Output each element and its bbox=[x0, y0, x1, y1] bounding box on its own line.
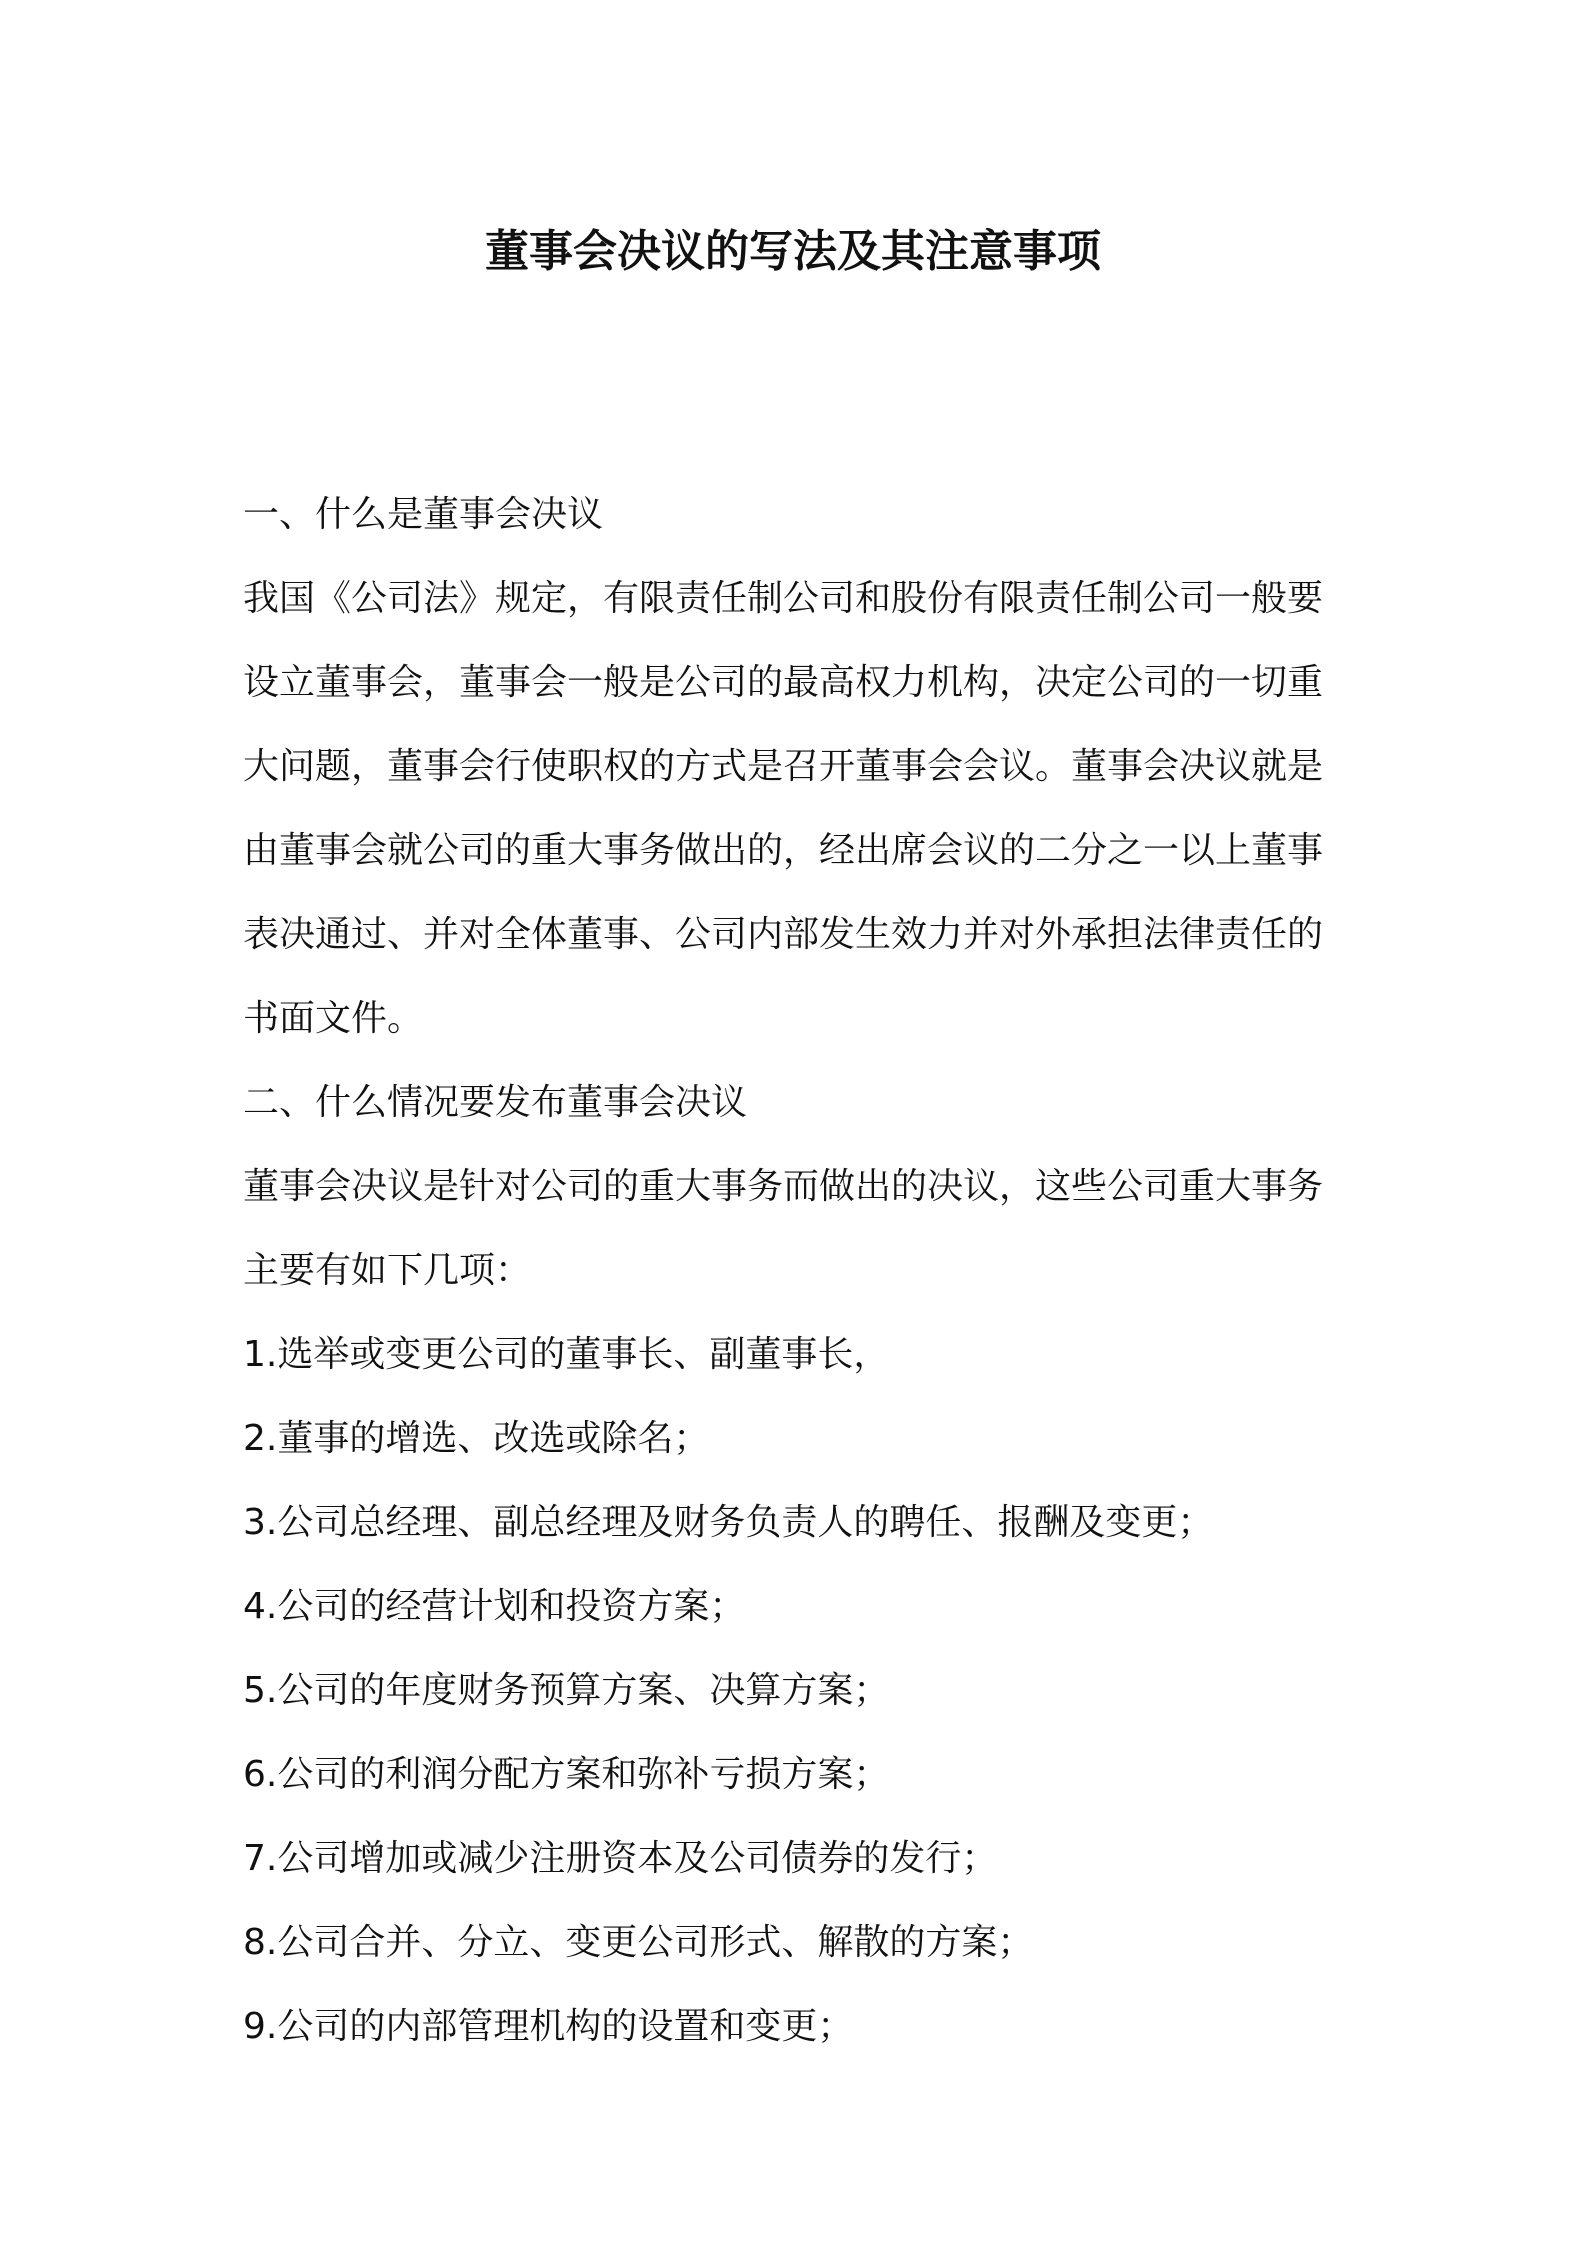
section2-intro bbox=[243, 1145, 1353, 1313]
section1-paragraph bbox=[243, 557, 1353, 1061]
list-item: 9.公司的内部管理机构的设置和变更； bbox=[243, 2006, 854, 2047]
list-item: 6.公司的利润分配方案和弥补亏损方案； bbox=[243, 1754, 890, 1795]
section-heading-1: 一、什么是董事会决议 bbox=[243, 494, 604, 535]
document-title: 董事会决议的写法及其注意事项 bbox=[485, 226, 1101, 277]
paragraph-line: 设立董事会，董事会一般是公司的最高权力机构，决定公司的一切重 bbox=[243, 662, 1324, 703]
list-item: 3.公司总经理、副总经理及财务负责人的聘任、报酬及变更； bbox=[243, 1502, 1214, 1543]
document-body bbox=[243, 473, 1353, 2069]
list-item: 2.董事的增选、改选或除名； bbox=[243, 1418, 710, 1459]
paragraph-line: 由董事会就公司的重大事务做出的，经出席会议的二分之一以上董事 bbox=[243, 830, 1324, 871]
paragraph-line: 表决通过、并对全体董事、公司内部发生效力并对外承担法律责任的 bbox=[243, 914, 1324, 955]
paragraph-line: 董事会决议是针对公司的重大事务而做出的决议，这些公司重大事务 bbox=[243, 1166, 1324, 1207]
section2-list bbox=[243, 1313, 1353, 2069]
paragraph-line: 我国《公司法》规定，有限责任制公司和股份有限责任制公司一般要 bbox=[243, 578, 1324, 619]
list-item: 5.公司的年度财务预算方案、决算方案； bbox=[243, 1670, 890, 1711]
paragraph-line: 大问题，董事会行使职权的方式是召开董事会会议。董事会决议就是 bbox=[243, 746, 1324, 787]
paragraph-line: 书面文件。 bbox=[243, 998, 424, 1039]
section-heading-2: 二、什么情况要发布董事会决议 bbox=[243, 1082, 748, 1123]
list-item: 8.公司合并、分立、变更公司形式、解散的方案； bbox=[243, 1922, 1034, 1963]
list-item: 4.公司的经营计划和投资方案； bbox=[243, 1586, 746, 1627]
paragraph-line: 主要有如下几项： bbox=[243, 1250, 532, 1291]
list-item: 1.选举或变更公司的董事长、副董事长， bbox=[243, 1334, 890, 1375]
list-item: 7.公司增加或减少注册资本及公司债券的发行； bbox=[243, 1838, 998, 1879]
